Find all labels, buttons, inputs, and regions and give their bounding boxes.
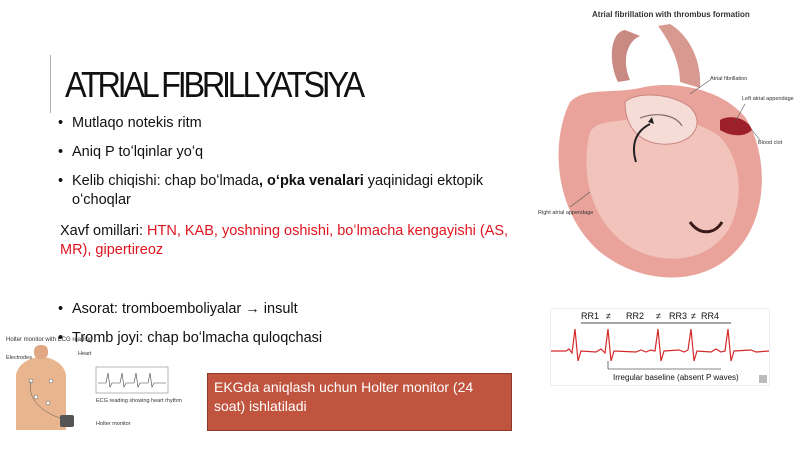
heart-figure-caption: Atrial fibrillation with thrombus formation: [592, 10, 750, 19]
origin-suffix: yaqinidagi ektopik oʻchoqlar: [72, 173, 484, 208]
risk-label: Xavf omillari:: [60, 223, 148, 239]
rr-label-2: RR2: [626, 311, 645, 321]
holter-label-reading: ECG reading showing heart rhythm: [96, 398, 182, 404]
label-left-atrial-appendage: Left atrial appendage: [742, 96, 794, 102]
bullet-thrombus-site: • Tromb joyi: chap boʻlmacha quloqchasi: [58, 329, 523, 348]
ecg-strip: [550, 308, 770, 386]
bullet-list: [58, 114, 523, 360]
neq-2: ≠: [656, 311, 661, 321]
risk-items: HTN, KAB, yoshning oshishi, boʻlmacha kengayishi (AS, MR), gipertireoz: [60, 223, 509, 258]
slide-title: ATRIAL FIBRILLYATSIYA: [65, 64, 362, 105]
heart-illustration: [530, 22, 794, 292]
holter-label-heart: Heart: [78, 351, 92, 357]
ecg-baseline-label: Irregular baseline (absent P waves): [613, 373, 739, 382]
bullet-rhythm: • Mutlaqo notekis ritm: [58, 114, 523, 133]
neq-3: ≠: [691, 311, 696, 321]
holter-label-monitor: Holter monitor: [96, 421, 131, 427]
origin-bold: , oʻpka venalari: [259, 173, 364, 189]
holter-callout-box: EKGda aniqlash uchun Holter monitor (24 soat) ishlatiladi: [207, 373, 512, 431]
risk-factors: [60, 222, 523, 260]
label-blood-clot: Blood clot: [758, 140, 783, 146]
rr-label-3: RR3: [669, 311, 688, 321]
label-right-atrial-appendage: Right atrial appendage: [538, 210, 594, 216]
holter-figure-caption: Holter monitor with ECG reading: [6, 337, 93, 343]
bullet-origin: [58, 172, 523, 210]
label-atrial-fibrillation: Atrial fibrillation: [710, 76, 748, 82]
origin-prefix: Kelib chiqishi: chap boʻlmada: [72, 173, 259, 189]
holter-illustration: [6, 345, 201, 430]
holter-label-electrodes: Electrodes: [6, 355, 32, 361]
bullet-complication: • Asorat: tromboemboliyalar → insult: [58, 300, 523, 319]
bullet-p-waves: • Aniq P toʻlqinlar yoʻq: [58, 143, 523, 162]
neq-1: ≠: [606, 311, 611, 321]
title-accent-line: [50, 55, 51, 113]
rr-label-4: RR4: [701, 311, 720, 321]
rr-label-1: RR1: [581, 311, 600, 321]
